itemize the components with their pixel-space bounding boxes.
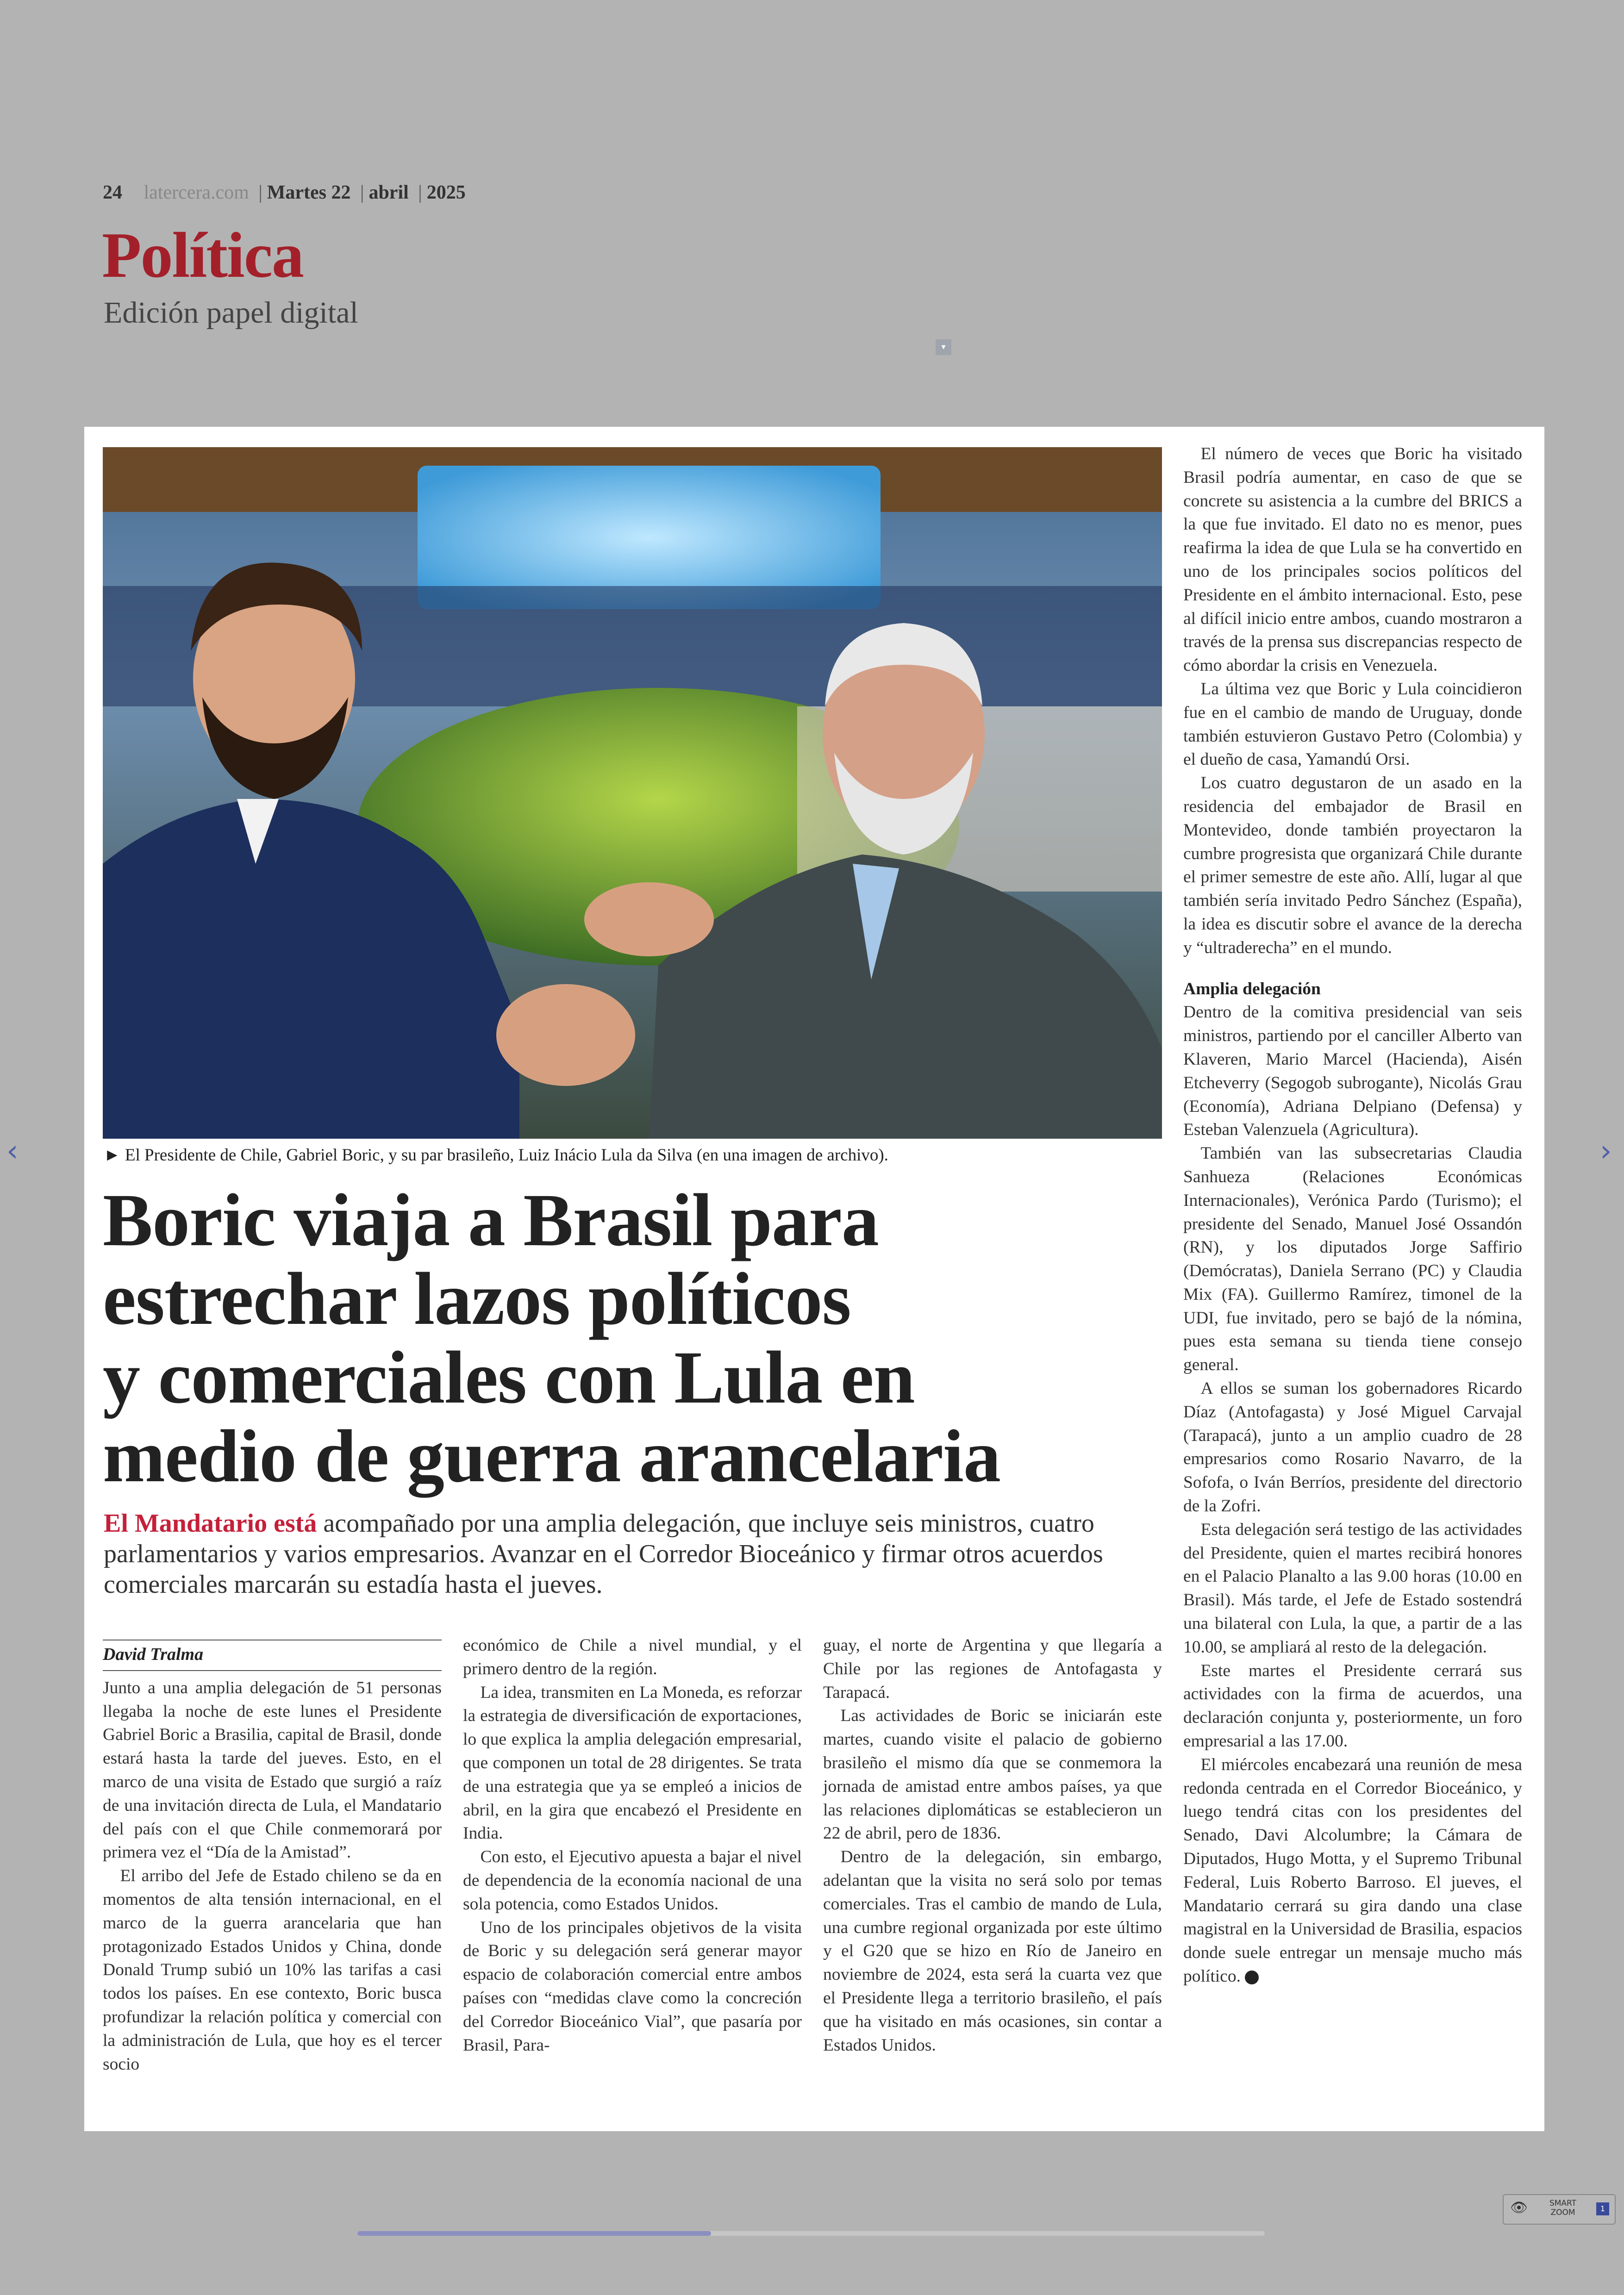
zoom-level-badge: 1 xyxy=(1596,2202,1609,2215)
text-column-1 xyxy=(103,1640,442,2076)
paragraph: Las actividades de Boric se iniciarán este martes, cuando visite el palacio de gobierno brasileño el mismo día que se conmemora la jornada de amistad entre ambos países, ya que las relaciones diplomáticas se establecieron un 22 de abril, pero de 1836. xyxy=(823,1706,1162,1843)
zoom-label: SMART xyxy=(1549,2199,1577,2208)
lead-highlight: El Mandatario está xyxy=(104,1509,317,1538)
headline-line: medio de guerra arancelaria xyxy=(103,1415,1000,1498)
page-progress-fill xyxy=(357,2231,711,2236)
text-column-4 xyxy=(1183,443,1522,1989)
paragraph: Este martes el Presidente cerrará sus actividades con la firma de acuerdos, una declaración conjunta y, posteriormente, un foro empresarial a las 17.00. xyxy=(1183,1661,1522,1751)
date-day: Martes 22 xyxy=(267,182,351,203)
paragraph: Los cuatro degustaron de un asado en la residencia del embajador de Brasil en Montevideo, donde también proyectaron la cumbre progresista que organizará Chile durante el primer semestre de este año. Allí, lugar al que también sería invitado Pedro Sánchez (España), la idea es discutir sobre el avance de la derecha y “ultraderecha” en el mundo. xyxy=(1183,773,1522,957)
paragraph: económico de Chile a nivel mundial, y el primero dentro de la región. xyxy=(463,1636,802,1678)
paragraph: La idea, transmiten en La Moneda, es reforzar la estrategia de diversificación de exportaciones, lo que explica la amplia delegación empresarial, que componen un total de 28 dirigentes. Se trata de una estrategia que ya se empleó a inicios de abril, en la gira que encabezó el Presidente en India. xyxy=(463,1683,802,1843)
photo-illustration xyxy=(103,447,1162,1139)
article-headline xyxy=(103,1181,1168,1496)
paragraph: A ellos se suman los gobernadores Ricardo Díaz (Antofagasta) y José Miguel Carvajal (Tarapacá), junto a un amplio cuadro de 28 empresarios como Rosario Navarro, de la Sofofa, o Iván Berríos, presidente del directorio de la Zofri. xyxy=(1183,1379,1522,1516)
paragraph: Dentro de la delegación, sin embargo, adelantan que la visita no será solo por temas comerciales. Tras el cambio de mando de Lula, una cumbre regional organizada por este último y el G20 que se hizo en Río de Janeiro en noviembre de 2024, esta será la cuarta vez que el Presidente llega a territorio brasileño, el país que ha visitado en más ocasiones, sin contar a Estados Unidos. xyxy=(823,1847,1162,2055)
headline-line: Boric viaja a Brasil para xyxy=(103,1179,879,1262)
headline-line: estrechar lazos políticos xyxy=(103,1258,851,1341)
paragraph: También van las subsecretarias Claudia Sanhueza (Relaciones Económicas Internacionales), Verónica Pardo (Turismo); el presidente del Senado, Manuel José Ossandón (RN), y los diputados Jorge Saffirio (Demócratas), Daniela Serrano (PC) y Claudia Mix (FA). Guillermo Ramírez, timonel de la UDI, fue invitado, pero se bajó de la nómina, pues esta semana su tienda tiene consejo general. xyxy=(1183,1144,1522,1375)
paragraph: La última vez que Boric y Lula coincidieron fue en el cambio de mando de Uruguay, donde también estuvieron Gustavo Petro (Colombia) y el dueño de casa, Yamandú Orsi. xyxy=(1183,679,1522,769)
page-progress-bar[interactable] xyxy=(357,2231,1265,2236)
paragraph xyxy=(1183,1753,1522,1989)
zoom-label: ZOOM xyxy=(1550,2208,1575,2217)
end-of-article-icon xyxy=(1245,1971,1259,1984)
text-column-3 xyxy=(823,1634,1162,2057)
paragraph: El arribo del Jefe de Estado chileno se da en momentos de alta tensión internacional, en el marco de la guerra arancelaria que han protagonizado Estados Unidos y China, donde Donald Trump subió un 10% las tarifas a casi todos los países. En ese contexto, Boric busca profundizar la relación política y comercial con la administración de Lula, que hoy es el tercer socio xyxy=(103,1866,442,2074)
article-lead xyxy=(104,1508,1159,1600)
page-marker-icon[interactable]: ▾ xyxy=(936,339,951,355)
site-name: latercera.com xyxy=(144,182,249,203)
subheading: Amplia delegación xyxy=(1183,979,1321,998)
next-page-button[interactable]: › xyxy=(1600,1134,1612,1168)
photo-caption: ► El Presidente de Chile, Gabriel Boric, y su par brasileño, Luiz Inácio Lula da Silva (en una imagen de archivo). xyxy=(104,1146,888,1165)
paragraph: Esta delegación será testigo de las actividades del Presidente, quien el martes recibirá honores en el Palacio Planalto a las 9.00 horas (10.00 en Brasil). Más tarde, el Jefe de Estado sostendrá una bilateral con Lula, la que, a partir de a las 10.00, se ampliará al resto de la delegación. xyxy=(1183,1520,1522,1657)
paragraph: Con esto, el Ejecutivo apuesta a bajar el nivel de dependencia de la economía nacional de una sola potencia, como Estados Unidos. xyxy=(463,1847,802,1914)
paragraph-text: El miércoles encabezará una reunión de mesa redonda centrada en el Corredor Bioceánico, y luego tendrá citas con los presidentes del Senado, Davi Alcolumbre; la Cámara de Diputados, Hugo Motta, y el Supremo Tribunal Federal, Luis Roberto Barroso. El jueves, el Mandatario cerrará su gira dando una clase magistral en la Universidad de Brasilia, espacios donde suele entregar un mensaje mucho más político. xyxy=(1183,1755,1522,1986)
paragraph: Dentro de la comitiva presidencial van seis ministros, partiendo por el canciller Alberto van Klaveren, Mario Marcel (Hacienda), Aisén Etcheverry (Segogob subrogante), Nicolás Grau (Economía), Adriana Delpiano (Defensa) y Esteban Valenzuela (Agricultura). xyxy=(1183,1003,1522,1140)
byline: David Tralma xyxy=(103,1640,442,1671)
date-year: 2025 xyxy=(426,182,466,203)
paragraph: guay, el norte de Argentina y que llegaría a Chile por las regiones de Antofagasta y Tarapacá. xyxy=(823,1636,1162,1702)
page-number: 24 xyxy=(103,182,122,203)
prev-page-button[interactable]: ‹ xyxy=(6,1134,19,1168)
page-header: 24 latercera.com | Martes 22 | abril | 2025 xyxy=(103,182,466,203)
lead-text: acompañado por una amplia delegación, que incluye seis ministros, cuatro parlamentarios y varios empresarios. Avanzar en el Corredor Bioceánico y firmar otros acuerdos comerciales marcarán su estadía hasta el jueves. xyxy=(104,1509,1103,1599)
date-month: abril xyxy=(369,182,409,203)
section-title: Política xyxy=(102,219,303,291)
newspaper-page xyxy=(84,427,1544,2131)
smart-zoom-button[interactable] xyxy=(1503,2194,1616,2225)
paragraph: Uno de los principales objetivos de la visita de Boric y su delegación será generar mayor espacio de colaboración comercial entre ambos países con “medidas clave como la concreción del Corredor Bioceánico Vial”, que pasaría por Brasil, Para- xyxy=(463,1918,802,2055)
text-column-2 xyxy=(463,1634,802,2057)
edition-subtitle: Edición papel digital xyxy=(104,296,358,330)
eye-icon: 👁 xyxy=(1510,2200,1528,2216)
headline-line: y comerciales con Lula en xyxy=(103,1336,915,1419)
paragraph: El número de veces que Boric ha visitado Brasil podría aumentar, en caso de que se concrete su asistencia a la cumbre del BRICS a la que fue invitado. El dato no es menor, pues reafirma la idea de que Lula se ha convertido en uno de los principales socios políticos del Presidente en el ámbito internacional. Esto, pese al difícil inicio entre ambos, cuando mostraron a través de la prensa sus discrepancias respecto de cómo abordar la crisis en Venezuela. xyxy=(1183,444,1522,675)
article-photo xyxy=(103,447,1162,1139)
paragraph: Junto a una amplia delegación de 51 personas llegaba la noche de este lunes el Presidente Gabriel Boric a Brasilia, capital de Brasil, donde estará hasta la tarde del jueves. Esto, en el marco de una visita de Estado que surgió a raíz de una invitación directa de Lula, el Mandatario del país con el que Chile conmemorará por primera vez el “Día de la Amistad”. xyxy=(103,1678,442,1862)
